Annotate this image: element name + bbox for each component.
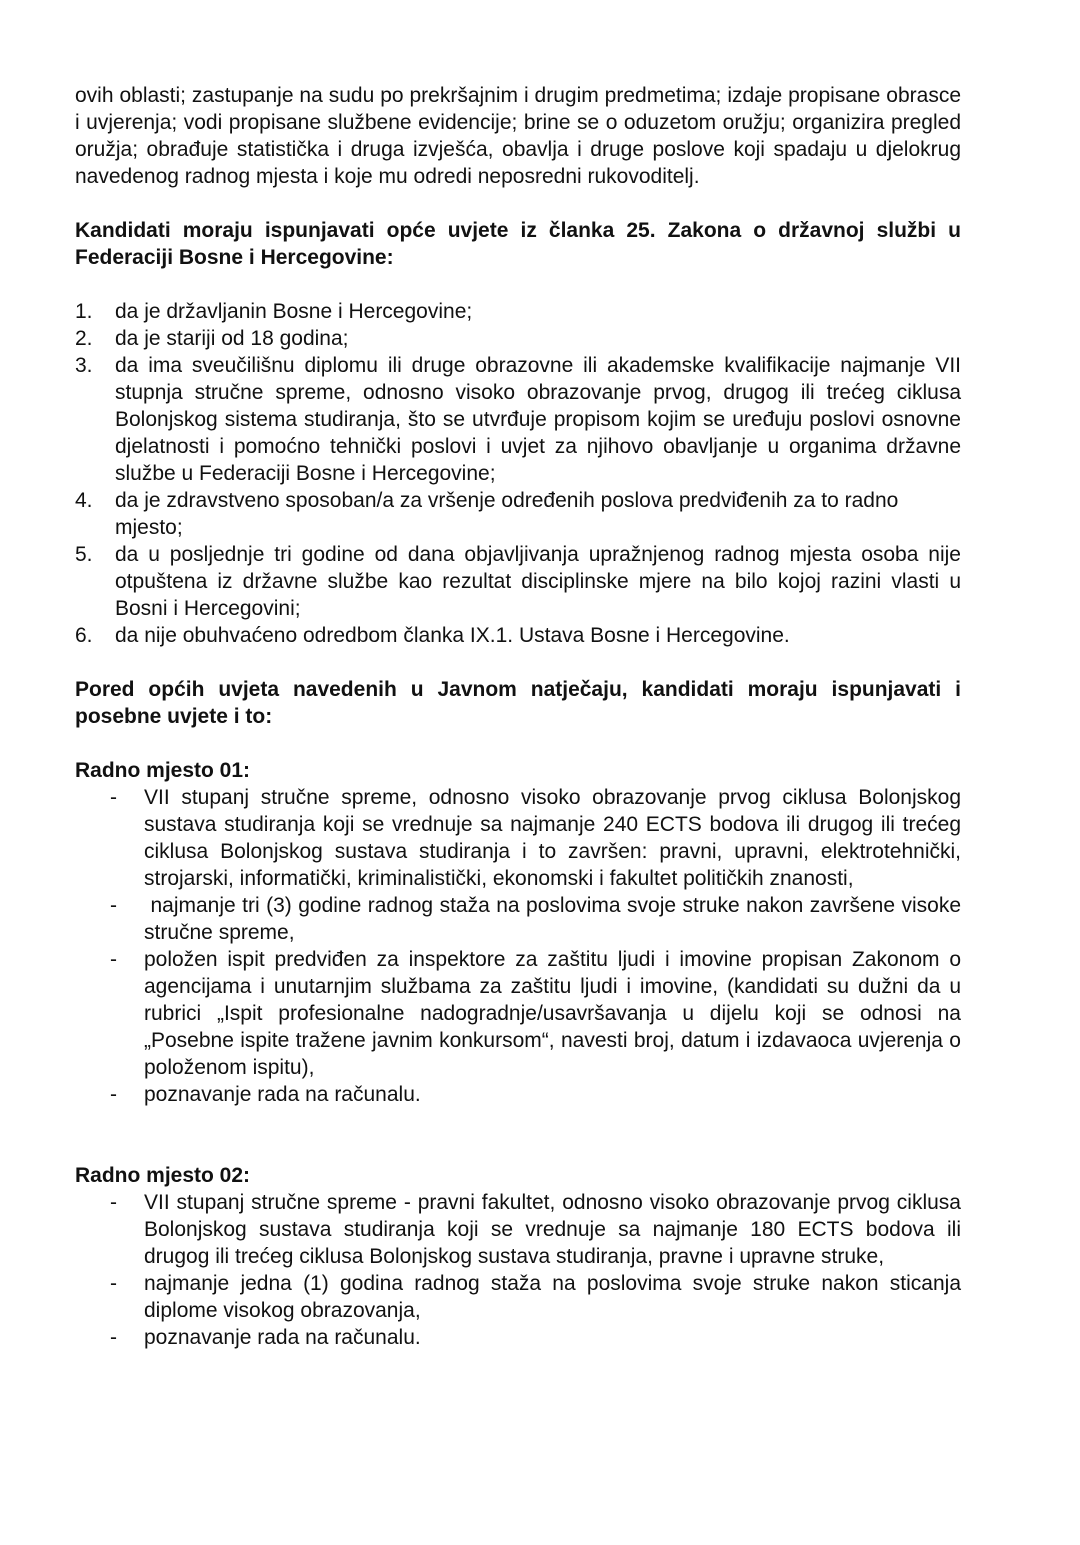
dash-bullet: -	[110, 1272, 117, 1295]
dash-bullet: -	[110, 1083, 117, 1106]
position-01-requirements	[75, 784, 967, 1108]
requirement-text: položen ispit predviđen za inspektore za zaštitu ljudi i imovine propisan Zakonom o agencijama i unutarnjim službama za zaštitu ljudi i imovine, (kandidati su dužni da u rubrici „Ispit profesionalne nadogradnje/usavršavanja u dijelu koji se odnosi na „Posebne ispite tražene javnim konkursom“, navesti broj, datum i izdavaoca uvjerenja o položenom ispitu),	[144, 948, 961, 1079]
list-number: 1.	[75, 300, 93, 323]
dash-bullet: -	[110, 894, 117, 917]
list-item-text: da nije obuhvaćeno odredbom članka IX.1. Ustava Bosne i Hercegovine.	[115, 624, 790, 647]
list-item	[75, 352, 961, 487]
position-01-title: Radno mjesto 01:	[75, 759, 251, 782]
spacer	[75, 730, 961, 757]
spacer	[75, 190, 961, 217]
requirement-text: VII stupanj stručne spreme - pravni fakultet, odnosno visoko obrazovanje prvog ciklusa Bolonjskog sustava studiranja koji se vrednuje sa najmanje 180 ECTS bodova ili drugog ili trećeg ciklusa Bolonjskog sustava studiranja, pravne i upravne struke,	[144, 1191, 961, 1268]
requirement-item	[75, 1081, 961, 1108]
position-02-section	[75, 1162, 961, 1351]
dash-bullet: -	[110, 1326, 117, 1349]
list-item-text: da je stariji od 18 godina;	[115, 327, 349, 350]
list-item-text: da ima sveučilišnu diplomu ili druge obrazovne ili akademske kvalifikacije najmanje VII stupnja stručne spreme, odnosno visoko obrazovanje prvog, drugog ili trećeg ciklusa Bolonjskog sistema studiranja, što se utvrđuje propisom kojim se uređuju poslovi osnovne djelatnosti i pomoćno tehnički poslovi i uvjet za njihovo obavljanje u organima državne službe u Federaciji Bosne i Hercegovine;	[115, 354, 961, 485]
list-number: 5.	[75, 543, 93, 566]
list-item-text: da je zdravstveno sposoban/a za vršenje određenih poslova predviđenih za to radno mjesto;	[115, 489, 899, 539]
requirement-text: najmanje tri (3) godine radnog staža na poslovima svoje struke nakon završene visoke stručne spreme,	[144, 894, 967, 944]
document-page	[75, 82, 967, 1351]
special-conditions-heading: Pored općih uvjeta navedenih u Javnom natječaju, kandidati moraju ispunjavati i posebne uvjete i to:	[75, 678, 961, 728]
dash-bullet: -	[110, 786, 117, 809]
list-number: 4.	[75, 489, 93, 512]
general-conditions-list	[75, 298, 961, 649]
list-number: 3.	[75, 354, 93, 377]
list-number: 6.	[75, 624, 93, 647]
list-item	[75, 541, 961, 622]
spacer	[75, 271, 961, 298]
list-item	[75, 298, 961, 325]
list-item-text: da u posljednje tri godine od dana objavljivanja upražnjenog radnog mjesta osoba nije otpuštena iz državne službe kao rezultat disciplinske mjere na bilo kojoj razini vlasti u Bosni i Hercegovini;	[115, 543, 961, 620]
position-02-title: Radno mjesto 02:	[75, 1164, 251, 1187]
spacer	[75, 649, 961, 676]
requirement-text: najmanje jedna (1) godina radnog staža na poslovima svoje struke nakon sticanja diplome visokog obrazovanja,	[144, 1272, 961, 1322]
list-item	[75, 487, 961, 541]
position-01-section	[75, 757, 967, 1108]
list-number: 2.	[75, 327, 93, 350]
dash-bullet: -	[110, 948, 117, 971]
general-conditions-heading: Kandidati moraju ispunjavati opće uvjete iz članka 25. Zakona o državnoj službi u Federaciji Bosne i Hercegovine:	[75, 219, 961, 269]
requirement-item	[75, 1189, 961, 1270]
requirement-item	[75, 946, 961, 1081]
list-item	[75, 325, 961, 352]
dash-bullet: -	[110, 1191, 117, 1214]
list-item	[75, 622, 961, 649]
intro-paragraph: ovih oblasti; zastupanje na sudu po prekršajnim i drugim predmetima; izdaje propisane obrasce i uvjerenja; vodi propisane službene evidencije; brine se o oduzetom oružju; organizira pregled oružja; obrađuje statistička i druga izvješća, obavlja i druge poslove koji spadaju u djelokrug navedenog radnog mjesta i koje mu odredi neposredni rukovoditelj.	[75, 84, 961, 188]
requirement-text: poznavanje rada na računalu.	[144, 1326, 421, 1349]
requirement-text: poznavanje rada na računalu.	[144, 1083, 421, 1106]
requirement-item	[75, 1270, 961, 1324]
requirement-item	[75, 1324, 961, 1351]
position-02-requirements	[75, 1189, 961, 1351]
requirement-item	[75, 784, 961, 892]
requirement-item	[75, 892, 967, 946]
list-item-text: da je državljanin Bosne i Hercegovine;	[115, 300, 473, 323]
spacer	[75, 1108, 961, 1162]
requirement-text: VII stupanj stručne spreme, odnosno visoko obrazovanje prvog ciklusa Bolonjskog sustava studiranja koji se vrednuje sa najmanje 240 ECTS bodova ili drugog ili trećeg ciklusa Bolonjskog sustava studiranja i to završen: pravni, upravni, elektrotehnički, strojarski, informatički, kriminalistički, ekonomski i fakultet političkih znanosti,	[144, 786, 961, 890]
